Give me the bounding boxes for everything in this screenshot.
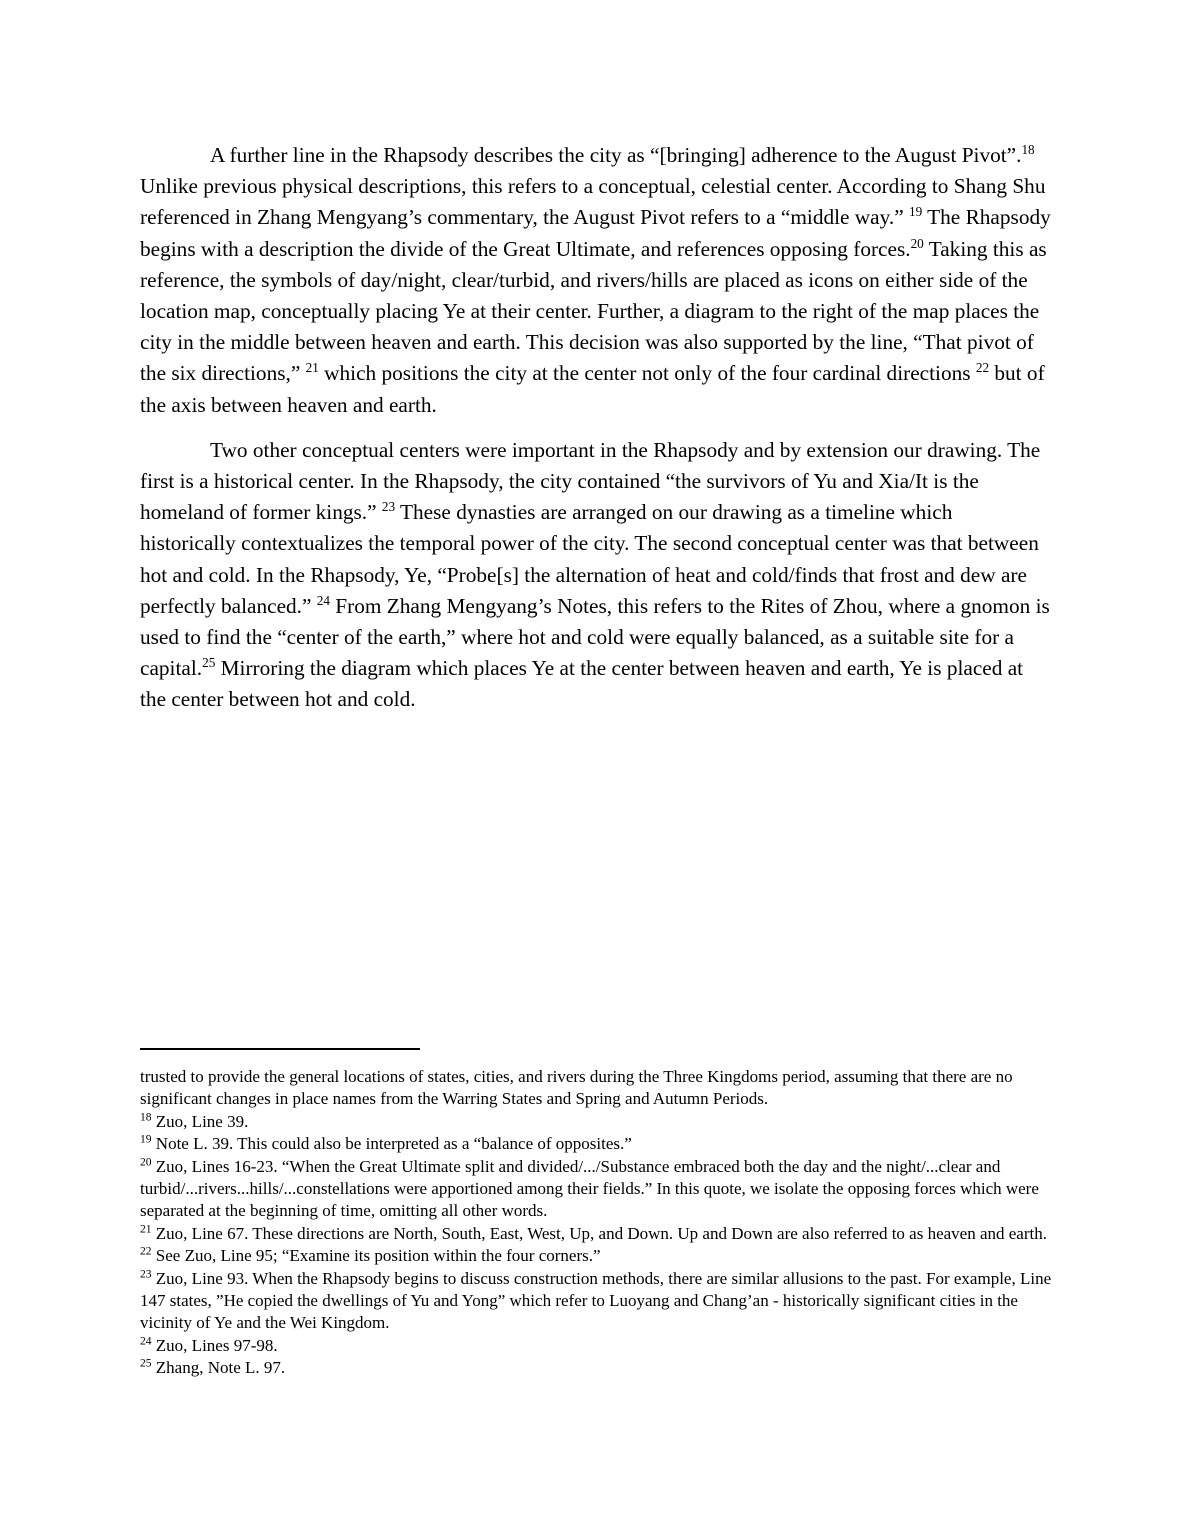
footnotes [140, 1066, 1052, 1380]
footnote-continuation: trusted to provide the general locations of states, cities, and rivers during the Three Kingdoms period, assuming that there are no significant changes in place names from the Warring States and Spring and Autumn Periods. [140, 1067, 1013, 1109]
footnote-19: $^{19}$ Note L. 39. This could also be interpreted as a “balance of opposites.” [140, 1132, 632, 1154]
footnote-18: $^{18}$ Zuo, Line 39. [140, 1110, 249, 1131]
footnote-25: $^{25}$ Zhang, Note L. 97. [140, 1356, 286, 1378]
footnote-ref-22[interactable]: 22 [975, 360, 990, 376]
footnote-ref-19[interactable]: 19 [909, 204, 923, 220]
footnote-ref-25[interactable]: 25 [202, 655, 216, 671]
footnote-ref-21[interactable]: 21 [305, 360, 319, 376]
footnote-23: $^{23}$ Zuo, Line 93. When the Rhapsody begins to discuss construction methods, there are similar allusions to the past. For example, Line 147 states, ”He copied the dwellings of Yu and Yong” which refer to Luoyang and Chang’an - historically significant cities in the vicinity of Ye and the Wei Kingdom. [140, 1267, 1052, 1333]
footnote-24: $^{24}$ Zuo, Lines 97-98. [140, 1334, 278, 1355]
paragraph-1: A further line in the Rhapsody describes the city as “[bringing] adherence to the August Pivot”.$^{18}$ Unlike previous physical descriptions, this refers to a conceptual, celestial center. According to Shang Shu referenced in Zhang Mengyang’s commentary, the August Pivot refers to a “middle way.” $^{19}$ The Rhapsody begins with a description the divide of the Great Ultimate, and references opposing forces.$^{20}$ Taking this as reference, the symbols of day/night, clear/turbid, and rivers/hills are placed as icons on either side of the location map, conceptually placing Ye at their center. Further, a diagram to the right of the map places the city in the middle between heaven and earth. This decision was also supported by the line, “That pivot of the six directions,” $^{21}$ which positions the city at the center not only of the four cardinal directions $^{22}$ but of the axis between heaven and earth. [140, 141, 1051, 417]
footnote-separator [140, 1048, 420, 1050]
footnote-20: $^{20}$ Zuo, Lines 16-23. “When the Great Ultimate split and divided/.../Substance embraced both the day and the night/...clear and turbid/...rivers...hills/...constellations were apportioned among their fields.” In this quote, we isolate the opposing forces which were separated at the beginning of time, omitting all other words. [140, 1154, 1039, 1221]
footnote-21: $^{21}$ Zuo, Line 67. These directions are North, South, East, West, Up, and Down. Up and Down are also referred to as heaven and earth. [140, 1222, 1047, 1243]
footnote-ref-18[interactable]: 18 [1021, 141, 1035, 157]
footnote-ref-20[interactable]: 20 [910, 235, 924, 251]
body-text [140, 140, 1052, 730]
paragraph-2: Two other conceptual centers were important in the Rhapsody and by extension our drawing. The first is a historical center. In the Rhapsody, the city contained “the survivors of Yu and Xia/It is the homeland of former kings.” $^{23}$ These dynasties are arranged on our drawing as a timeline which historically contextualizes the temporal power of the city. The second conceptual center was that between hot and cold. In the Rhapsody, Ye, “Probe[s] the alternation of heat and cold/finds that frost and dew are perfectly balanced.” $^{24}$ From Zhang Mengyang’s Notes, this refers to the Rites of Zhou, where a gnomon is used to find the “center of the earth,” where hot and cold were equally balanced, as a suitable site for a capital.$^{25}$ Mirroring the diagram which places Ye at the center between heaven and earth, Ye is placed at the center between hot and cold. [140, 437, 1050, 712]
footnote-ref-23[interactable]: 23 [381, 499, 396, 515]
footnote-ref-24[interactable]: 24 [316, 592, 330, 608]
footnote-22: $^{22}$ See Zuo, Line 95; “Examine its position within the four corners.” [140, 1244, 601, 1266]
